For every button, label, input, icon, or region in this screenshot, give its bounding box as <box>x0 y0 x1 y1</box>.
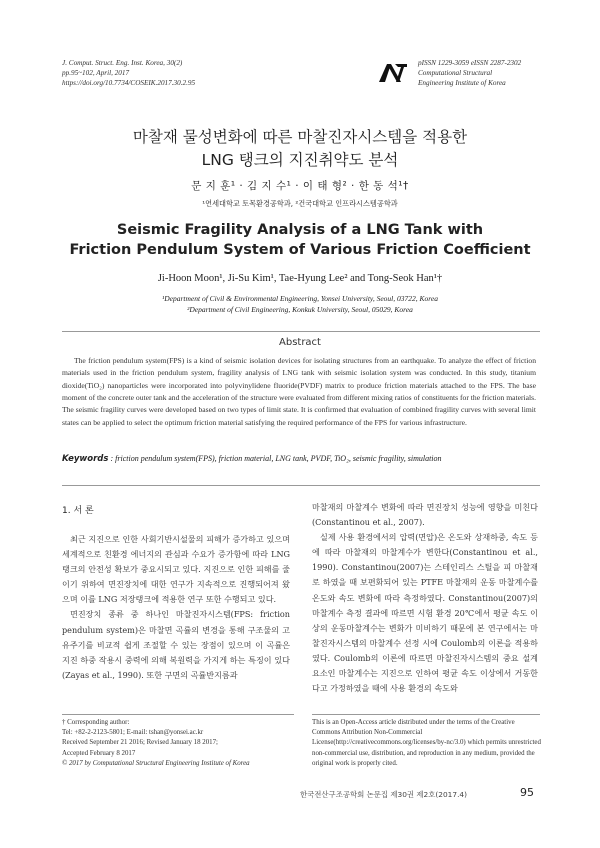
footnote-line: Accepted February 8 2017 <box>62 749 136 757</box>
section-heading: 1. 서 론 <box>62 506 94 516</box>
keywords <box>62 453 540 466</box>
paragraph: 실제 사용 환경에서의 압력(면압)은 온도와 상재하중, 속도 등에 따라 마찰재의 마찰계수가 변한다(Constantinou et al., 1990). Constantinou(2007)는 스테인리스 스틸을 피 마찰재로 하였을 때 보편화되어 있는 PTFE 마찰재의 운동 마찰계수를 온도와 속도 변화에 따라 측정하였다. Constantinou(2007)의 마찰계수 측정 결과에 따르면 시험 환경 20℃에서 평균 속도 이상의 운동마찰계수는 변화가 미비하기 때문에 본 연구에서는 마찰진자시스템의 마찰계수 선정 시에 Coulomb의 이론을 적용하였다. Coulomb의 이론에 따르면 마찰진자시스템의 중요 설계요소인 마찰계수는 지진으로 인하여 평균 속도 이상에서 거동한다고 가정하였을 때에 사용 환경의 속도와 <box>312 532 538 694</box>
keywords-text: : friction pendulum system(FPS), friction material, LNG tank, PVDF, TiO₂, seismic fragility, simulation <box>110 454 442 463</box>
footnote-line: † Corresponding author: <box>62 719 130 726</box>
doi-link[interactable]: https://doi.org/10.7734/COSEIK.2017.30.2.95 <box>62 79 196 87</box>
right-column <box>312 500 538 696</box>
korean-title-line1: 마찰재 물성변화에 따른 마찰진자시스템을 적용한 <box>132 128 468 146</box>
issn-line: pISSN 1229-3059 eISSN 2287-2302 <box>418 59 522 67</box>
corresponding-author-footnote <box>62 718 294 769</box>
abstract-heading: Abstract <box>279 337 321 348</box>
footnote-line: © 2017 by Computational Structural Engineering Institute of Korea <box>62 759 250 767</box>
english-title-line1: Seismic Fragility Analysis of a LNG Tank with <box>116 222 484 238</box>
english-authors: Ji-Hoon Moon¹, Ji-Su Kim¹, Tae-Hyung Lee² and Tong-Seok Han¹† <box>157 273 443 284</box>
issn-block <box>418 58 521 88</box>
divider <box>62 485 540 486</box>
english-affiliation-1: ¹Department of Civil & Environmental Engineering, Yonsei University, Seoul, 03722, Korea <box>162 294 438 303</box>
left-column <box>62 532 290 683</box>
publisher-line: Computational Structural <box>418 69 493 77</box>
korean-affiliation: ¹연세대학교 토목환경공학과, ²건국대학교 인프라시스템공학과 <box>202 199 398 208</box>
english-title-line2: Friction Pendulum System of Various Friction Coefficient <box>69 242 531 258</box>
keywords-label: Keywords <box>62 454 109 464</box>
journal-citation <box>62 58 195 88</box>
korean-authors: 문 지 훈¹ · 김 지 수¹ · 이 태 형² · 한 동 석¹† <box>191 180 409 192</box>
paragraph: 면진장치 종류 중 하나인 마찰진자시스템(FPS: friction pendulum system)은 마찰면 곡률의 변경을 통해 구조물의 고유주기를 비교적 쉽게 조절할 수 있는 장점이 있으며 이 곡률은 지진 하중 작용시 중력에 의해 복원력을 가지게 하는 특징이 있다(Zayas et al., 1990). 또한 구면의 곡률반지름과 <box>62 609 290 680</box>
license-footnote: This is an Open-Access article distributed under the terms of the Creative Commons Attribution Non-Commercial License(http://creativecommons.org/licenses/by-nc/3.0) which permits unrestricted non-commercial use, distribution, and reproduction in any medium, provided the original work is properly cited. <box>312 719 541 767</box>
page-number: 95 <box>520 786 534 799</box>
publisher-line: Engineering Institute of Korea <box>418 79 506 87</box>
paragraph: 최근 지진으로 인한 사회기반시설물의 피해가 증가하고 있으며 세계적으로 친환경 에너지의 관심과 수요가 증가함에 따라 LNG 탱크의 안전성 확보가 중요시되고 있다. 지진으로 인한 피해를 줄이기 위하여 면진장치에 대한 연구가 지속적으로 진행되어져 왔으며 이를 LNG 저장탱크에 적용한 연구 또한 수행되고 있다. <box>62 534 290 605</box>
footnote-divider <box>62 714 294 715</box>
korean-title-line2: LNG 탱크의 지진취약도 분석 <box>201 151 399 169</box>
english-affiliation-2: ²Department of Civil Engineering, Konkuk University, Seoul, 05029, Korea <box>187 305 413 314</box>
footnote-divider <box>312 714 540 715</box>
footnote-line: Received September 21 2016; Revised January 18 2017; <box>62 739 218 747</box>
abstract-text: The friction pendulum system(FPS) is a kind of seismic isolation devices for isolating structures from an earthquake. To analyze the effect of friction materials used in the friction pendulum system, fragility analysis of LNG tank with seismic isolation system was conducted. In this study, titanium dioxide(TiO₂) nanoparticles were incorporated into polyvinylidene fluoride(PVDF) matrix to produce friction materials attached to the FPS. The base moment of the concrete outer tank and the acceleration of the structure were evaluated from different mixing ratios of constituents for the friction materials. The seismic fragility curves were developed based on two types of limit state. It is confirmed that evaluation of combined fragility curves with several limit states can be applied to select the optimum friction material satisfying the required performance of the FPS for various infrastructure. <box>62 356 536 427</box>
paragraph: 마찰재의 마찰계수 변화에 따라 면진장치 성능에 영향을 미친다(Constantinou et al., 2007). <box>312 502 538 528</box>
divider <box>62 331 540 332</box>
journal-footer: 한국전산구조공학회 논문집 제30권 제2호(2017.4) <box>300 790 468 799</box>
journal-logo-icon <box>377 62 409 84</box>
citation-line: pp.95~102, April, 2017 <box>62 69 130 77</box>
citation-line: J. Comput. Struct. Eng. Inst. Korea, 30(2) <box>62 59 183 67</box>
footnote-line: Tel: +82-2-2123-5801; E-mail: tshan@yonsei.ac.kr <box>62 729 204 737</box>
